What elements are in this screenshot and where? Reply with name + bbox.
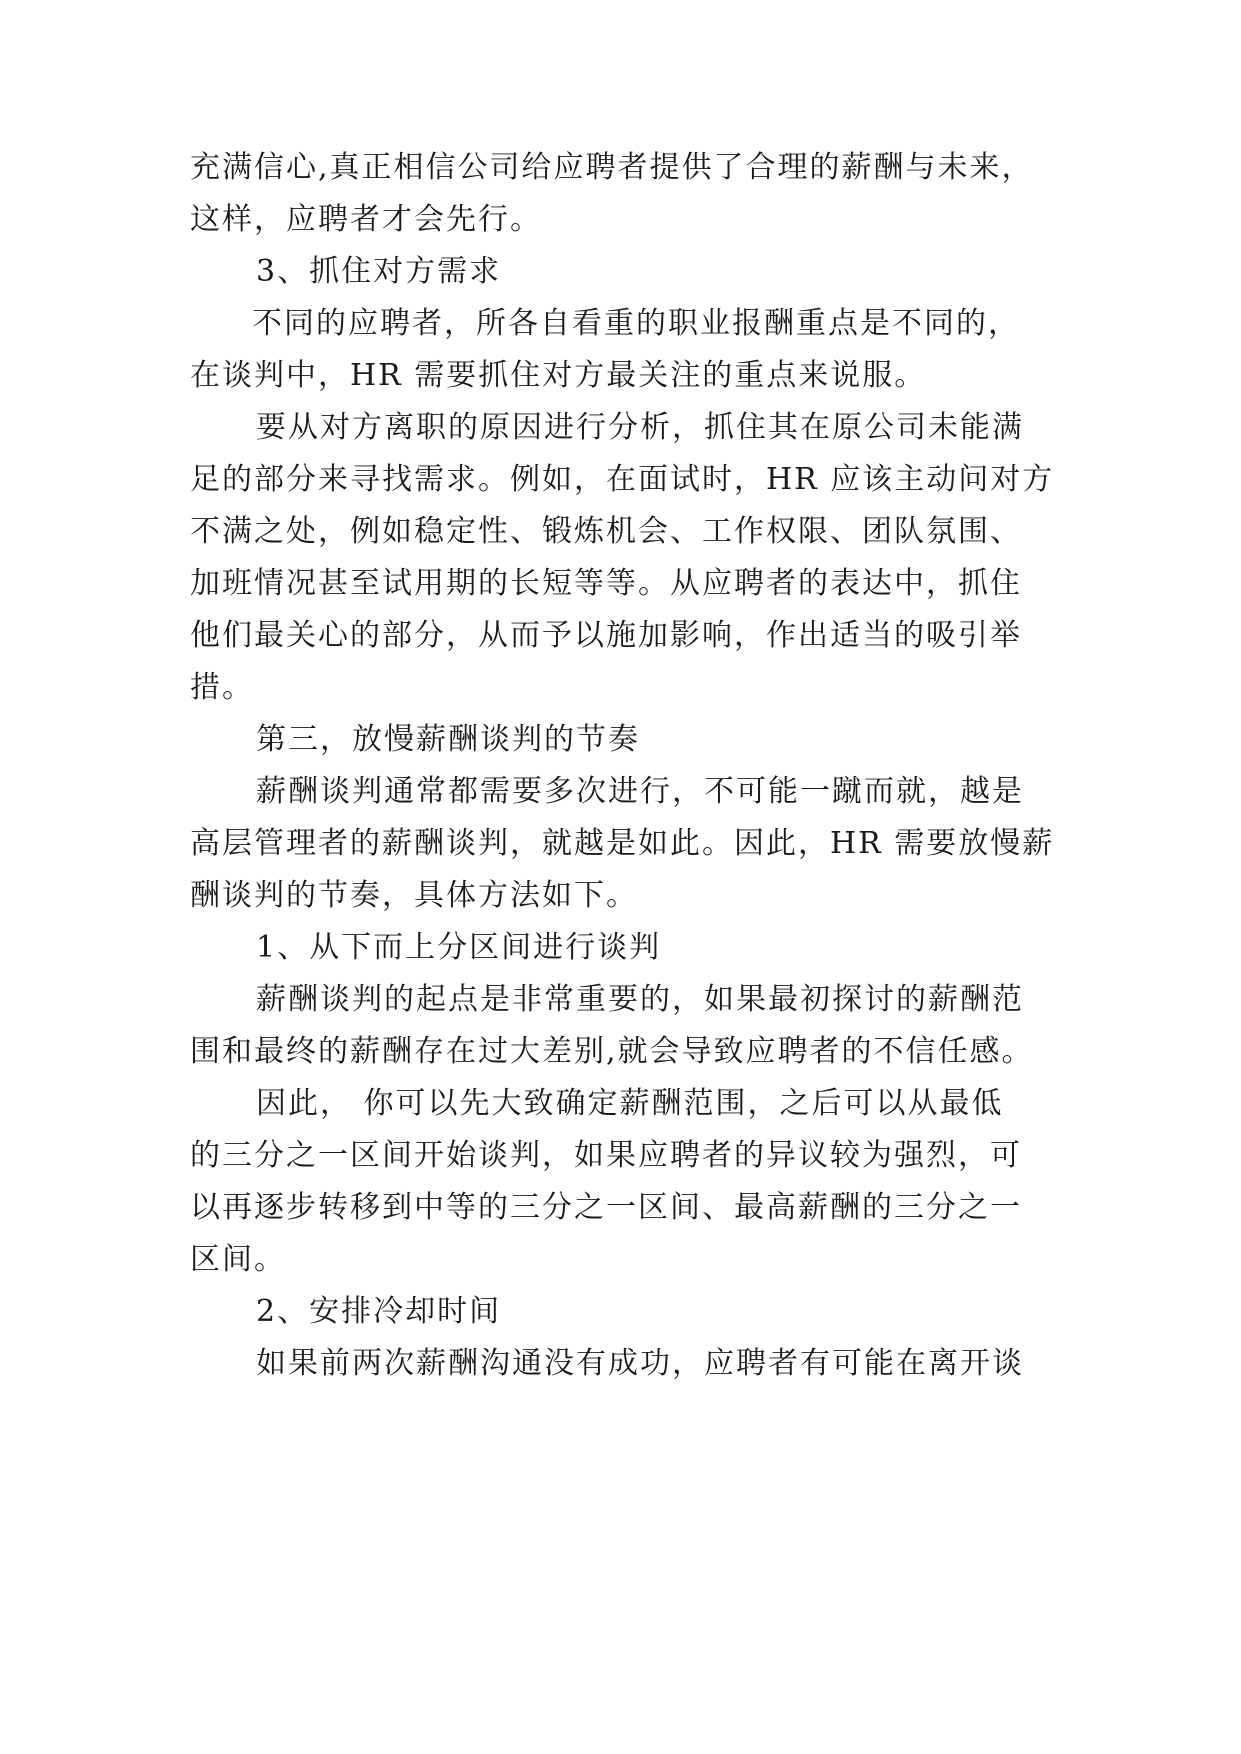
- body-text-line: 以再逐步转移到中等的三分之一区间、最高薪酬的三分之一: [190, 1190, 1022, 1225]
- body-text-line: 薪酬谈判的起点是非常重要的，如果最初探讨的薪酬范: [256, 982, 1024, 1017]
- body-text-line: 措。: [190, 670, 254, 705]
- body-text-line: 区间。: [190, 1242, 286, 1277]
- body-text-line: 高层管理者的薪酬谈判，就越是如此。因此，HR 需要放慢薪: [190, 826, 1055, 861]
- body-text-line: 加班情况甚至试用期的长短等等。从应聘者的表达中，抓住: [190, 566, 1022, 601]
- body-text-line: 的三分之一区间开始谈判，如果应聘者的异议较为强烈，可: [190, 1138, 1022, 1173]
- section-heading: 2、安排冷却时间: [256, 1294, 502, 1329]
- body-text-line: 要从对方离职的原因进行分析，抓住其在原公司未能满: [256, 410, 1024, 445]
- section-heading: 3、抓住对方需求: [256, 254, 502, 289]
- body-text-line: 酬谈判的节奏，具体方法如下。: [190, 878, 638, 913]
- body-text-line: 这样，应聘者才会先行。: [190, 202, 542, 237]
- body-text-line: 充满信心,真正相信公司给应聘者提供了合理的薪酬与未来，: [190, 150, 1034, 185]
- body-text-line: 不同的应聘者，所各自看重的职业报酬重点是不同的，: [252, 306, 1020, 341]
- body-text-line: 围和最终的薪酬存在过大差别,就会导致应聘者的不信任感。: [190, 1034, 1034, 1069]
- body-text-line: 因此， 你可以先大致确定薪酬范围，之后可以从最低: [256, 1086, 1004, 1121]
- body-text-line: 在谈判中，HR 需要抓住对方最关注的重点来说服。: [190, 358, 927, 393]
- body-text-line: 不满之处，例如稳定性、锻炼机会、工作权限、团队氛围、: [190, 514, 1022, 549]
- body-text-line: 他们最关心的部分，从而予以施加影响，作出适当的吸引举: [190, 618, 1022, 653]
- section-heading: 第三，放慢薪酬谈判的节奏: [256, 722, 640, 757]
- body-text-line: 薪酬谈判通常都需要多次进行，不可能一蹴而就，越是: [256, 774, 1024, 809]
- body-text-line: 如果前两次薪酬沟通没有成功，应聘者有可能在离开谈: [256, 1346, 1024, 1381]
- body-text-line: 足的部分来寻找需求。例如，在面试时，HR 应该主动问对方: [190, 462, 1055, 497]
- section-heading: 1、从下而上分区间进行谈判: [256, 930, 662, 965]
